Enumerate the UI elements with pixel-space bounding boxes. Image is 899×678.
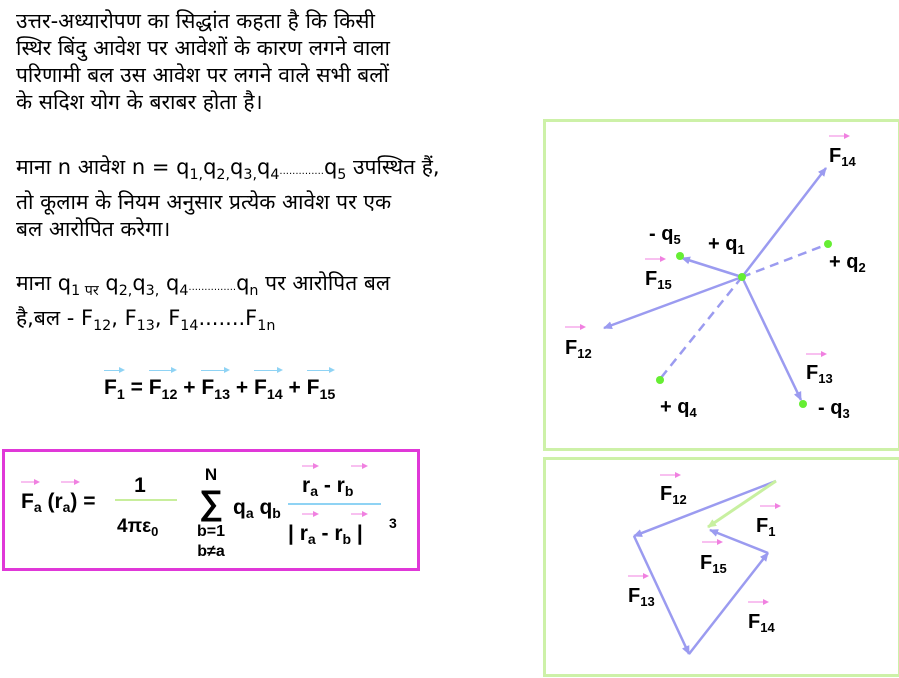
- label-q5: - $q_5$: [649, 223, 681, 247]
- intro-line-2: स्थिर बिंदु आवेश पर आवेशों के कारण लगने वाला: [16, 36, 390, 60]
- force-line-2: है,बल - $F_{12}$, $F_{13}$, $F_{14}.......F_{1n}$: [16, 306, 276, 335]
- vector-polygon: [546, 460, 898, 674]
- charge-q4-dot: [656, 376, 664, 384]
- assumption-line-2: तो कूलाम के नियम अनुसार प्रत्येक आवेश पर एक: [16, 190, 392, 215]
- frac-denominator: | ra - rb |: [288, 522, 363, 547]
- charge-q2-dot: [824, 240, 832, 248]
- charge-q1-dot: [738, 273, 746, 281]
- arrow-F13: [742, 277, 801, 400]
- poly-label-F15: $F_{15}$: [700, 552, 727, 576]
- charge-q3-dot: [799, 400, 807, 408]
- summation-symbol: ∑: [198, 484, 224, 522]
- label-q1: + $q_1$: [708, 233, 745, 257]
- frac-numerator: ra - rb: [302, 474, 354, 499]
- intro-line-1: उत्तर-अध्यारोपण का सिद्धांत कहता है कि किसी: [16, 9, 375, 33]
- arrow-F15: [682, 258, 742, 277]
- vector-sum-panel: [543, 457, 899, 677]
- poly-label-F12: $F_{12}$: [660, 483, 687, 507]
- label-F14: $F_{14}$: [829, 145, 856, 169]
- assumption-line-1: माना n आवेश $n = q_{1,}q_{2,}q_{3,}q_4..............q_5$ उपस्थित हैं,: [16, 155, 440, 184]
- sum-lower-limit: b=1: [196, 523, 226, 540]
- force-diagram-panel: [543, 119, 899, 451]
- formula-numerator: 1: [134, 474, 146, 497]
- assumption-paragraph: [16, 154, 440, 243]
- label-q3: - $q_3$: [818, 397, 850, 421]
- label-F13: $F_{13}$: [806, 362, 833, 386]
- sum-condition: b≠a: [197, 543, 225, 560]
- intro-line-4: के सदिश योग के बराबर होता है।: [16, 90, 263, 114]
- force-diagram: [546, 122, 898, 448]
- label-q2: + $q_2$: [829, 251, 866, 275]
- label-F15: $F_{15}$: [645, 268, 672, 292]
- polygon-F12: [634, 481, 776, 536]
- force-paragraph: [16, 270, 390, 340]
- label-F12: $F_{12}$: [565, 337, 592, 361]
- formula-lhs: Fa (ra) =: [21, 490, 96, 515]
- formula-svg: [5, 452, 417, 568]
- force-line-1: माना $q_{1 पर}$ $q_{2,}q_{3,}$ $q_4...............q_n$ पर आरोपित बल: [16, 271, 391, 300]
- charges-product: qa qb: [233, 496, 281, 521]
- assumption-line-3: बल आरोपित करेगा।: [16, 217, 171, 242]
- intro-line-3: परिणामी बल उस आवेश पर लगने वाले सभी बलों: [16, 63, 389, 87]
- poly-label-F13: $F_{13}$: [628, 585, 655, 609]
- sum-upper-limit: N: [204, 465, 218, 484]
- coulomb-superposition-formula: [2, 449, 420, 571]
- intro-paragraph: [16, 8, 390, 116]
- poly-label-F1: $F_1$: [756, 515, 776, 539]
- formula-denominator: $4\pi\varepsilon_0$: [117, 516, 159, 539]
- resultant-force-equation: $F_1 = F_{12} + F_{13} + F_{14} + F_{15}$: [104, 376, 336, 404]
- label-q4: + $q_4$: [660, 396, 697, 420]
- frac-power: 3: [389, 515, 397, 531]
- poly-label-F14: $F_{14}$: [748, 611, 775, 635]
- charge-q5-dot: [676, 252, 684, 260]
